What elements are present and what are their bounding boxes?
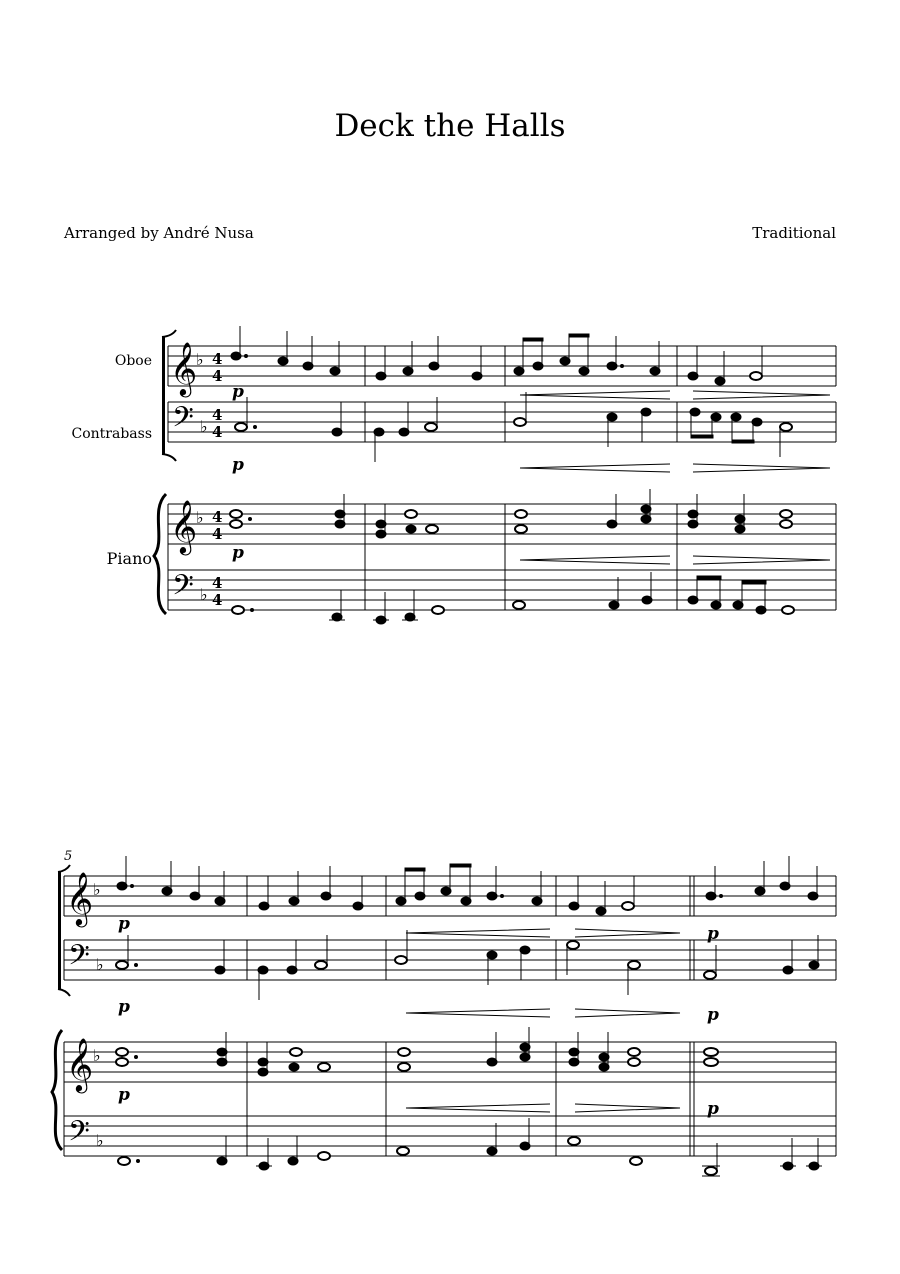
contrabass-staff	[64, 940, 836, 980]
bass-clef-icon: 𝄢	[68, 939, 90, 979]
oboe-staff	[168, 346, 836, 386]
time-signature-top: 4	[212, 350, 223, 368]
time-signature-top: 4	[212, 574, 223, 592]
flat-icon: ♭	[200, 417, 208, 436]
hairpins-contrabass-1	[520, 464, 830, 472]
dynamic-piano: p	[232, 455, 244, 475]
piano-brace	[154, 494, 166, 614]
dynamic-piano: p	[232, 543, 244, 563]
piano-label: Piano	[106, 549, 152, 568]
bass-clef-icon: 𝄢	[172, 569, 194, 609]
treble-clef-icon: 𝄞	[66, 1037, 94, 1091]
piano-lh-notes-system-2	[118, 1118, 822, 1176]
contrabass-staff	[168, 402, 836, 442]
time-signature-bottom: 4	[212, 423, 223, 441]
dynamic-piano: p	[707, 1005, 719, 1025]
flat-icon: ♭	[196, 350, 204, 369]
time-signature-top: 4	[212, 508, 223, 526]
hairpins-piano-1	[520, 556, 830, 564]
time-signature-bottom: 4	[212, 525, 223, 543]
system-1	[72, 326, 837, 624]
piano-treble-staff	[64, 1042, 836, 1156]
flat-icon: ♭	[93, 880, 101, 899]
system-2	[52, 849, 836, 1176]
time-signature-bottom: 4	[212, 367, 223, 385]
flat-icon: ♭	[196, 508, 204, 527]
dynamic-piano: p	[118, 914, 130, 934]
flat-icon: ♭	[96, 955, 104, 974]
treble-clef-icon: 𝄞	[170, 499, 198, 553]
bass-clef-icon: 𝄢	[172, 401, 194, 441]
hairpins-contrabass-2	[406, 1009, 680, 1017]
composer-credit: Traditional	[752, 224, 836, 242]
bass-clef-icon: 𝄢	[68, 1115, 90, 1155]
hairpins-piano-2	[406, 1104, 680, 1112]
time-signature-top: 4	[212, 406, 223, 424]
score-title: Deck the Halls	[334, 108, 566, 144]
oboe-label: Oboe	[114, 353, 152, 369]
flat-icon: ♭	[93, 1046, 101, 1065]
hairpins-oboe-1	[520, 391, 830, 399]
dynamic-piano: p	[232, 382, 244, 402]
dynamic-piano: p	[118, 1085, 130, 1105]
measure-number: 5	[64, 849, 73, 864]
arranger-credit: Arranged by André Nusa	[64, 224, 254, 242]
piano-brace	[52, 1030, 62, 1150]
dynamic-piano: p	[707, 924, 719, 944]
time-signature-bottom: 4	[212, 591, 223, 609]
treble-clef-icon: 𝄞	[66, 871, 94, 925]
flat-icon: ♭	[200, 585, 208, 604]
treble-clef-icon: 𝄞	[170, 341, 198, 395]
flat-icon: ♭	[96, 1131, 104, 1150]
piano-bass-staff	[64, 1116, 836, 1156]
hairpins-oboe-2	[406, 929, 680, 937]
dynamic-piano: p	[118, 997, 130, 1017]
contrabass-label: Contrabass	[71, 426, 152, 442]
dynamic-piano: p	[707, 1099, 719, 1119]
